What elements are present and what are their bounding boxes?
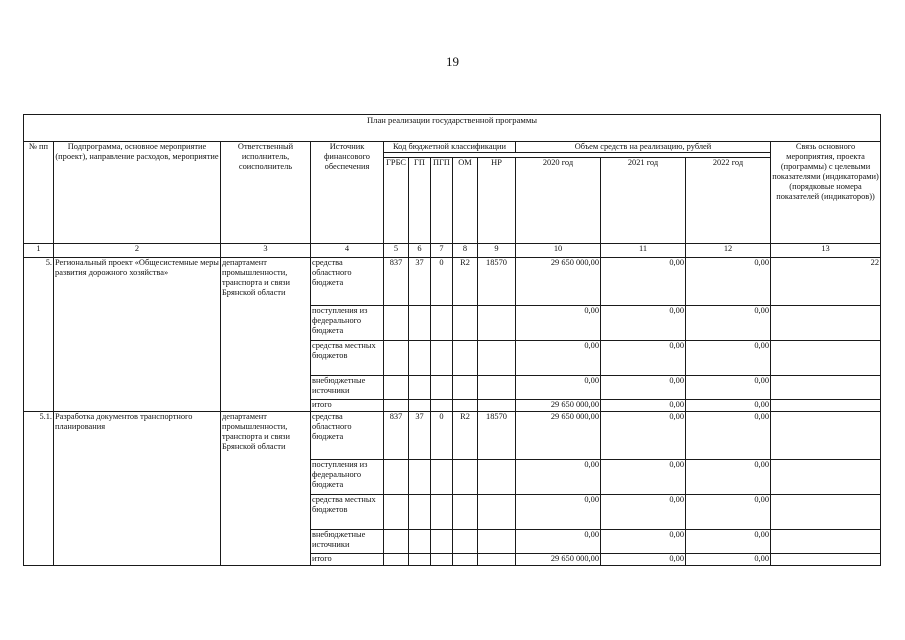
- column-number: 4: [311, 243, 384, 257]
- gp-cell: 37: [409, 411, 431, 459]
- activity-name: Разработка документов транспортного планирования: [54, 411, 221, 565]
- amount-2021-cell: 0,00: [601, 340, 686, 375]
- source-cell: внебюджетные источники: [311, 529, 384, 553]
- amount-2020-cell: 29 650 000,00: [516, 553, 601, 565]
- om-cell: [453, 399, 478, 411]
- indicator-link-cell: [771, 529, 881, 553]
- indicator-link-cell: [771, 494, 881, 529]
- column-number: 1: [24, 243, 54, 257]
- amount-2021-cell: 0,00: [601, 494, 686, 529]
- amount-2021-cell: 0,00: [601, 257, 686, 305]
- om-cell: [453, 375, 478, 399]
- amount-2020-cell: 0,00: [516, 340, 601, 375]
- amount-2022-cell: 0,00: [686, 375, 771, 399]
- amount-2022-cell: 0,00: [686, 257, 771, 305]
- amount-2020-cell: 0,00: [516, 529, 601, 553]
- gp-cell: [409, 305, 431, 340]
- np-cell: 18570: [478, 411, 516, 459]
- grbs-cell: [384, 399, 409, 411]
- column-number: 5: [384, 243, 409, 257]
- np-cell: [478, 305, 516, 340]
- header-np: НР: [478, 157, 516, 243]
- amount-2021-cell: 0,00: [601, 305, 686, 340]
- grbs-cell: 837: [384, 257, 409, 305]
- table-title: План реализации государственной программы: [24, 115, 881, 142]
- row-number: 5.: [24, 257, 54, 411]
- gp-cell: [409, 529, 431, 553]
- column-number: 2: [54, 243, 221, 257]
- grbs-cell: [384, 375, 409, 399]
- amount-2020-cell: 0,00: [516, 459, 601, 494]
- header-source: Источник финансового обеспечения: [311, 142, 384, 244]
- row-number: 5.1.: [24, 411, 54, 565]
- table-row: [24, 411, 881, 459]
- gp-cell: [409, 340, 431, 375]
- table-row: [24, 257, 881, 305]
- column-number: 12: [686, 243, 771, 257]
- amount-2020-cell: 29 650 000,00: [516, 411, 601, 459]
- header-2022: 2022 год: [686, 157, 771, 243]
- responsible-executor: департамент промышленности, транспорта и связи Брянской области: [221, 411, 311, 565]
- header-subprogram: Подпрограмма, основное мероприятие (проект), направление расходов, мероприятие: [54, 142, 221, 244]
- om-cell: [453, 340, 478, 375]
- pgp-cell: [431, 529, 453, 553]
- gp-cell: [409, 375, 431, 399]
- amount-2021-cell: 0,00: [601, 553, 686, 565]
- pgp-cell: [431, 399, 453, 411]
- header-gp: ГП: [409, 157, 431, 243]
- header-responsible: Ответственный исполнитель, соисполнитель: [221, 142, 311, 244]
- amount-2022-cell: 0,00: [686, 340, 771, 375]
- om-cell: [453, 459, 478, 494]
- responsible-executor: департамент промышленности, транспорта и связи Брянской области: [221, 257, 311, 411]
- page-number: 19: [446, 54, 459, 69]
- plan-table: [23, 114, 881, 566]
- column-number-row: [24, 243, 881, 257]
- indicator-link-cell: [771, 553, 881, 565]
- np-cell: [478, 494, 516, 529]
- indicator-link-cell: [771, 375, 881, 399]
- header-num: № пп: [24, 142, 54, 244]
- indicator-link-cell: 22: [771, 257, 881, 305]
- column-number: 7: [431, 243, 453, 257]
- gp-cell: [409, 553, 431, 565]
- gp-cell: [409, 399, 431, 411]
- om-cell: R2: [453, 257, 478, 305]
- np-cell: [478, 553, 516, 565]
- gp-cell: [409, 459, 431, 494]
- amount-2021-cell: 0,00: [601, 375, 686, 399]
- amount-2022-cell: 0,00: [686, 553, 771, 565]
- header-budget-code: Код бюджетной классификации: [384, 142, 516, 153]
- column-number: 13: [771, 243, 881, 257]
- indicator-link-cell: [771, 459, 881, 494]
- pgp-cell: [431, 375, 453, 399]
- gp-cell: [409, 494, 431, 529]
- source-cell: поступления из федерального бюджета: [311, 305, 384, 340]
- header-volume: Объем средств на реализацию, рублей: [516, 142, 771, 153]
- grbs-cell: [384, 459, 409, 494]
- activity-name: Региональный проект «Общесистемные меры развития дорожного хозяйства»: [54, 257, 221, 411]
- np-cell: 18570: [478, 257, 516, 305]
- indicator-link-cell: [771, 411, 881, 459]
- om-cell: [453, 529, 478, 553]
- source-cell: средства областного бюджета: [311, 411, 384, 459]
- grbs-cell: [384, 553, 409, 565]
- pgp-cell: 0: [431, 411, 453, 459]
- amount-2021-cell: 0,00: [601, 459, 686, 494]
- amount-2022-cell: 0,00: [686, 399, 771, 411]
- amount-2022-cell: 0,00: [686, 529, 771, 553]
- source-cell: итого: [311, 553, 384, 565]
- pgp-cell: [431, 459, 453, 494]
- grbs-cell: 837: [384, 411, 409, 459]
- amount-2022-cell: 0,00: [686, 494, 771, 529]
- om-cell: [453, 305, 478, 340]
- amount-2020-cell: 0,00: [516, 305, 601, 340]
- column-number: 9: [478, 243, 516, 257]
- pgp-cell: 0: [431, 257, 453, 305]
- source-cell: внебюджетные источники: [311, 375, 384, 399]
- source-cell: средства местных бюджетов: [311, 340, 384, 375]
- grbs-cell: [384, 529, 409, 553]
- amount-2022-cell: 0,00: [686, 305, 771, 340]
- header-link: Связь основного мероприятия, проекта (программы) с целевыми показателями (индикаторами) (порядковые номера показателей (индикаторов)): [771, 142, 881, 244]
- grbs-cell: [384, 340, 409, 375]
- amount-2020-cell: 29 650 000,00: [516, 399, 601, 411]
- np-cell: [478, 459, 516, 494]
- pgp-cell: [431, 553, 453, 565]
- column-number: 3: [221, 243, 311, 257]
- amount-2022-cell: 0,00: [686, 411, 771, 459]
- om-cell: [453, 553, 478, 565]
- source-cell: средства местных бюджетов: [311, 494, 384, 529]
- np-cell: [478, 375, 516, 399]
- np-cell: [478, 399, 516, 411]
- source-cell: средства областного бюджета: [311, 257, 384, 305]
- source-cell: поступления из федерального бюджета: [311, 459, 384, 494]
- indicator-link-cell: [771, 399, 881, 411]
- pgp-cell: [431, 494, 453, 529]
- source-cell: итого: [311, 399, 384, 411]
- header-pgp: ПГП: [431, 157, 453, 243]
- np-cell: [478, 340, 516, 375]
- header-2020: 2020 год: [516, 157, 601, 243]
- amount-2022-cell: 0,00: [686, 459, 771, 494]
- column-number: 6: [409, 243, 431, 257]
- amount-2021-cell: 0,00: [601, 529, 686, 553]
- om-cell: [453, 494, 478, 529]
- column-number: 11: [601, 243, 686, 257]
- amount-2021-cell: 0,00: [601, 399, 686, 411]
- column-number: 8: [453, 243, 478, 257]
- pgp-cell: [431, 305, 453, 340]
- gp-cell: 37: [409, 257, 431, 305]
- grbs-cell: [384, 494, 409, 529]
- indicator-link-cell: [771, 340, 881, 375]
- om-cell: R2: [453, 411, 478, 459]
- amount-2020-cell: 0,00: [516, 494, 601, 529]
- amount-2021-cell: 0,00: [601, 411, 686, 459]
- amount-2020-cell: 0,00: [516, 375, 601, 399]
- pgp-cell: [431, 340, 453, 375]
- header-grbs: ГРБС: [384, 157, 409, 243]
- amount-2020-cell: 29 650 000,00: [516, 257, 601, 305]
- header-om: ОМ: [453, 157, 478, 243]
- header-2021: 2021 год: [601, 157, 686, 243]
- grbs-cell: [384, 305, 409, 340]
- np-cell: [478, 529, 516, 553]
- indicator-link-cell: [771, 305, 881, 340]
- column-number: 10: [516, 243, 601, 257]
